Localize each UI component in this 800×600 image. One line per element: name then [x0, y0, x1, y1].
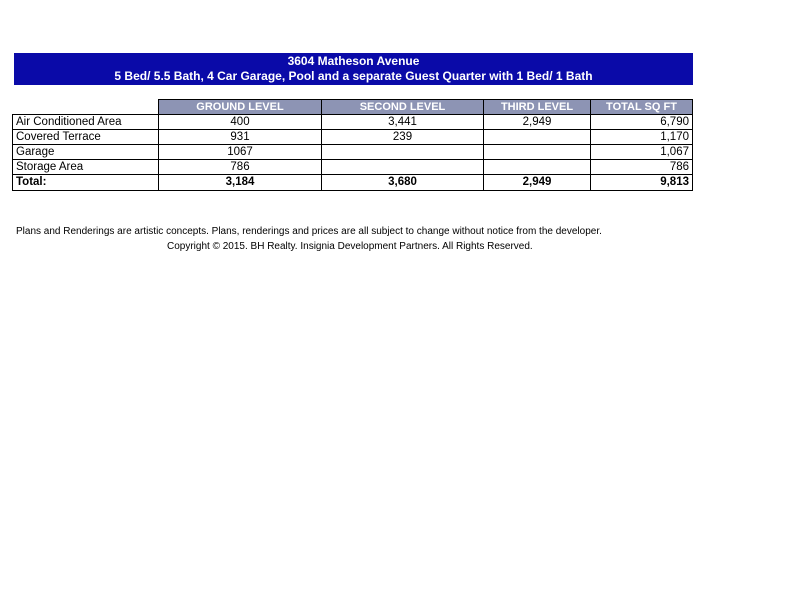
- row-label: Garage: [13, 145, 159, 160]
- table-row: [13, 160, 693, 175]
- row-label: Covered Terrace: [13, 130, 159, 145]
- column-header-total-sq-ft: TOTAL SQ FT: [591, 100, 693, 115]
- square-footage-table: [12, 99, 693, 191]
- table-header-row: [13, 100, 693, 115]
- second-level-cell: [322, 160, 484, 175]
- total-row: [13, 175, 693, 191]
- third-level-cell: 2,949: [484, 115, 591, 130]
- table-row: [13, 115, 693, 130]
- table-row: [13, 130, 693, 145]
- total-ground-level: 3,184: [159, 175, 322, 191]
- total-label: Total:: [13, 175, 159, 191]
- row-label: Air Conditioned Area: [13, 115, 159, 130]
- column-header-third-level: THIRD LEVEL: [484, 100, 591, 115]
- grand-total-sq-ft: 9,813: [591, 175, 693, 191]
- third-level-cell: [484, 145, 591, 160]
- second-level-cell: 239: [322, 130, 484, 145]
- total-second-level: 3,680: [322, 175, 484, 191]
- total-sq-ft-cell: 6,790: [591, 115, 693, 130]
- second-level-cell: 3,441: [322, 115, 484, 130]
- copyright-text: Copyright © 2015. BH Realty. Insignia Development Partners. All Rights Reserved.: [167, 241, 533, 252]
- ground-level-cell: 786: [159, 160, 322, 175]
- ground-level-cell: 931: [159, 130, 322, 145]
- column-header-ground-level: GROUND LEVEL: [159, 100, 322, 115]
- ground-level-cell: 1067: [159, 145, 322, 160]
- third-level-cell: [484, 160, 591, 175]
- table-row: [13, 145, 693, 160]
- column-header-second-level: SECOND LEVEL: [322, 100, 484, 115]
- third-level-cell: [484, 130, 591, 145]
- total-third-level: 2,949: [484, 175, 591, 191]
- ground-level-cell: 400: [159, 115, 322, 130]
- disclaimer-text: Plans and Renderings are artistic concepts. Plans, renderings and prices are all subject to change without notice from the developer.: [16, 226, 602, 237]
- property-summary: 5 Bed/ 5.5 Bath, 4 Car Garage, Pool and a separate Guest Quarter with 1 Bed/ 1 Bath: [114, 69, 593, 83]
- row-label: Storage Area: [13, 160, 159, 175]
- property-header-banner: [14, 53, 693, 85]
- total-sq-ft-cell: 1,067: [591, 145, 693, 160]
- total-sq-ft-cell: 786: [591, 160, 693, 175]
- header-blank-cell: [13, 100, 159, 115]
- property-address: 3604 Matheson Avenue: [287, 54, 420, 68]
- total-sq-ft-cell: 1,170: [591, 130, 693, 145]
- second-level-cell: [322, 145, 484, 160]
